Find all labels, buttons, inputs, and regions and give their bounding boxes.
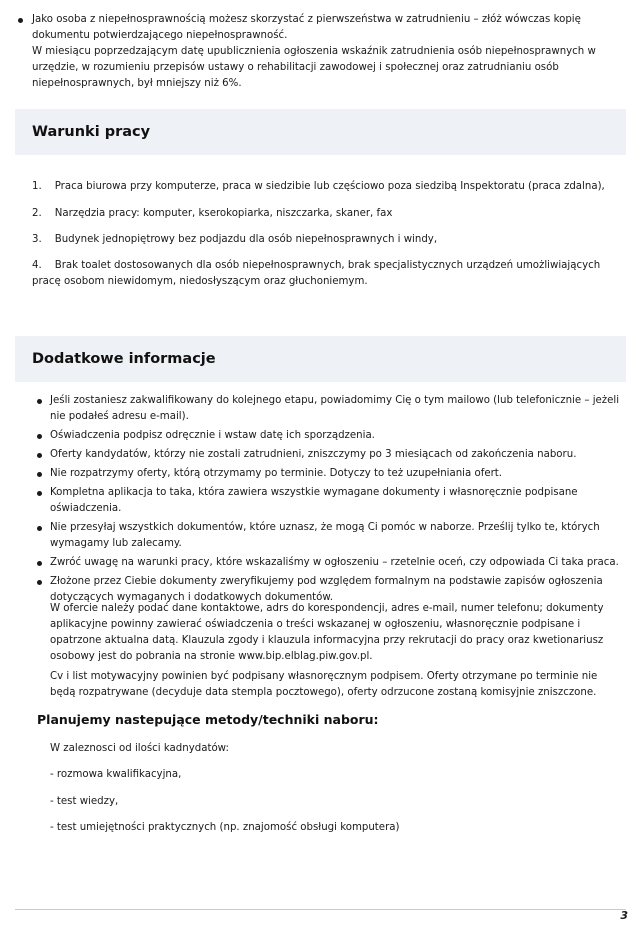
list-item-text: Złożone przez Ciebie dokumenty zweryfikujemy pod względem formalnym na podstawie zapisów ogłoszenia dotyczących wymaganych i dodatkowych dokumentów. [50,576,603,603]
bullet-icon [18,18,23,23]
method-item: - test umiejętności praktycznych (np. znajomość obsługi komputera) [50,822,400,833]
intro-paragraph: W miesiącu poprzedzającym datę upublicznienia ogłoszenia wskaźnik zatrudnienia osób niepełnosprawnych w urzędzie, w rozumieniu przepisów ustawy o rehabilitacji zawodowej i społecznej oraz zatrudnianiu osób niepełnosprawnych, był mniejszy niż 6%. [32,46,596,89]
contact-paragraph: W ofercie należy podać dane kontaktowe, adrs do korespondencji, adres e-mail, numer telefonu; dokumenty aplikacyjne powinny zawierać oświadczenia o treści wskazanej w ogłoszeniu, własnoręcznie podpisane i opatrzone aktualna datą. Klauzula zgody i klauzula informacyjna przy rekrutacji do pracy oraz kwetionariusz osobowy jest do pobrania na stronie www.bip.elblag.piw.gov.pl. [50,603,604,662]
list-item [32,428,630,444]
item-number: 2. [32,208,42,219]
list-item-text: Nie rozpatrzymy oferty, którą otrzymamy po terminie. Dotyczy to też uzupełniania ofert. [50,468,503,479]
method-item: - rozmowa kwalifikacyjna, [50,769,182,780]
page-number: 3 [620,909,628,922]
bullet-icon [37,453,42,458]
item-text: Narzędzia pracy: komputer, kserokopiarka, niszczarka, skaner, fax [54,208,393,219]
list-item [32,447,630,463]
list-item [32,555,630,571]
list-item-text: Jeśli zostaniesz zakwalifikowany do kolejnego etapu, powiadomimy Cię o tym mailowo (lub telefonicznie – jeżeli nie podałeś adresu e-mail). [50,395,620,422]
cv-paragraph: Cv i list motywacyjny powinien być podpisany własnoręcznym podpisem. Oferty otrzymane po terminie nie będą rozpatrywane (decyduje data stempla pocztowego), oferty odrzucone zostaną komisyjnie zniszczone. [50,671,598,698]
section-header-warunki [15,109,626,155]
list-item [32,393,630,425]
section-title: Dodatkowe informacje [32,351,216,367]
list-item [16,12,621,44]
item-number: 1. [32,181,42,192]
section-header-dodatkowe [15,336,626,382]
bullet-icon [37,561,42,566]
footer-divider [15,909,626,910]
item-text: Praca biurowa przy komputerze, praca w siedzibie lub częściowo poza siedzibą Inspektoratu (praca zdalna), [54,181,605,192]
bullet-icon [37,434,42,439]
item-text: Brak toalet dostosowanych dla osób niepełnosprawnych, brak specjalistycznych urządzeń umożliwiających pracę osobom niewidomym, niedosłyszącym oraz głuchoniemym. [32,260,601,287]
list-item-text: Zwróć uwagę na warunki pracy, które wskazaliśmy w ogłoszeniu – rzetelnie oceń, czy odpowiada Ci taka praca. [50,557,619,568]
list-item [32,206,622,222]
item-number: 4. [32,260,42,271]
section-title: Warunki pracy [32,124,151,140]
bullet-icon [37,580,42,585]
list-item [32,258,622,290]
intro-bullet-text: Jako osoba z niepełnosprawnością możesz skorzystać z pierwszeństwa w zatrudnieniu – złóż wówczas kopię dokumentu potwierdzającego niepełnosprawność. [32,14,581,41]
list-item [32,179,622,195]
intro-block [16,12,621,92]
methods-heading: Planujemy nastepujące metody/techniki naboru: [37,712,379,727]
info-list [32,393,630,609]
bullet-icon [37,399,42,404]
list-item-text: Oświadczenia podpisz odręcznie i wstaw datę ich sporządzenia. [50,430,375,441]
list-item [32,485,630,517]
bullet-icon [37,472,42,477]
list-item [32,520,630,552]
bullet-icon [37,491,42,496]
methods-intro: W zaleznosci od ilości kadnydatów: [50,743,229,754]
item-text: Budynek jednopiętrowy bez podjazdu dla osób niepełnosprawnych i windy, [54,234,438,245]
method-item: - test wiedzy, [50,796,119,807]
list-item [32,466,630,482]
list-item-text: Nie przesyłaj wszystkich dokumentów, które uznasz, że mogą Ci pomóc w naborze. Prześlij tylko te, których wymagamy lub zalecamy. [50,522,600,549]
bullet-icon [37,526,42,531]
item-number: 3. [32,234,42,245]
list-item-text: Oferty kandydatów, którzy nie zostali zatrudnieni, zniszczymy po 3 miesiącach od zakończenia naboru. [50,449,577,460]
list-item-text: Kompletna aplikacja to taka, która zawiera wszystkie wymagane dokumenty i własnoręcznie podpisane oświadczenia. [50,487,578,514]
list-item [32,232,622,248]
